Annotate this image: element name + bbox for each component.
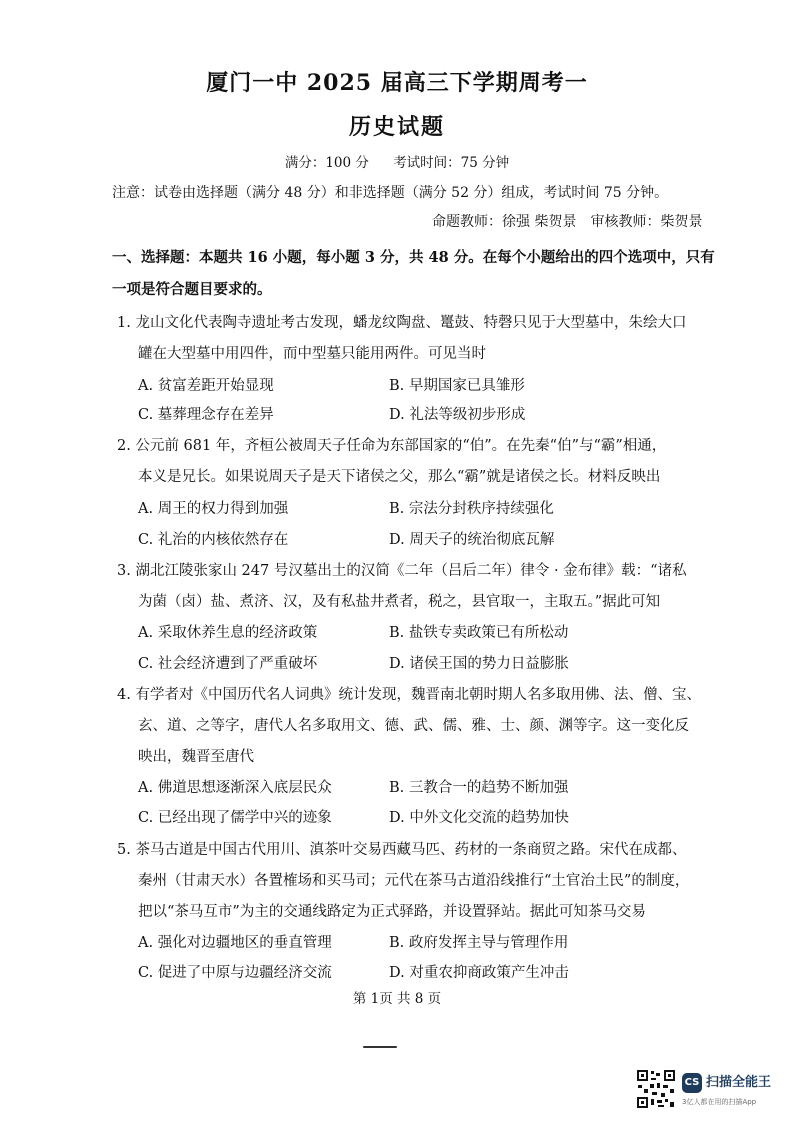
question-5-option-a: A. 强化对边疆地区的垂直管理: [138, 935, 332, 951]
question-1-option-b: B. 早期国家已具雏形: [389, 378, 525, 394]
question-4-line-3: 映出，魏晋至唐代: [138, 749, 254, 765]
question-3-option-a: A. 采取休养生息的经济政策: [138, 625, 318, 641]
question-2-option-c: C. 礼治的内核依然存在: [138, 532, 289, 548]
question-2-option-a: A. 周王的权力得到加强: [138, 501, 289, 517]
camscanner-name: 扫描全能王: [706, 1075, 772, 1090]
question-5-option-b: B. 政府发挥主导与管理作用: [389, 935, 569, 951]
question-5-line-3: 把以“茶马互市”为主的交通线路定为正式驿路，并设置驿站。据此可知茶马交易: [138, 904, 646, 920]
question-1-option-c: C. 墓葬理念存在差异: [138, 407, 274, 423]
question-4-line-2: 玄、道、之等字，唐代人名多取用文、德、武、儒、雅、士、颜、渊等字。这一变化反: [138, 718, 689, 734]
camscanner-tagline: 3亿人都在用的扫描App: [682, 1098, 757, 1106]
question-4-option-b: B. 三教合一的趋势不断加强: [389, 780, 569, 796]
question-3-option-d: D. 诸侯王国的势力日益膨胀: [389, 656, 569, 672]
question-3-line-2: 为菌（卤）盐、煮济、汉，及有私盐井煮者，税之，县官取一，主取五。”据此可知: [138, 594, 661, 610]
question-2-option-d: D. 周天子的统治彻底瓦解: [389, 532, 555, 548]
question-4-option-c: C. 已经出现了儒学中兴的迹象: [138, 810, 332, 826]
question-4-option-d: D. 中外文化交流的趋势加快: [389, 810, 569, 826]
question-5-option-c: C. 促进了中原与边疆经济交流: [138, 965, 332, 981]
question-5-line-2: 秦州（甘肃天水）各置榷场和买马司；元代在茶马古道沿线推行“土官治土民”的制度，: [138, 873, 690, 889]
question-5-line-1: 5. 茶马古道是中国古代用川、滇茶叶交易西藏马匹、药材的一条商贸之路。宋代在成都、: [117, 842, 687, 858]
question-2-line-1: 2. 公元前 681 年，齐桓公被周天子任命为东部国家的“伯”。在先秦“伯”与“霸”相通，: [117, 438, 667, 454]
teachers-info: 命题教师：徐强 柴贺景 审核教师：柴贺景: [432, 214, 703, 230]
exam-subtitle: 历史试题: [348, 114, 445, 140]
question-4-option-a: A. 佛道思想逐渐深入底层民众: [138, 780, 332, 796]
page-mark: [363, 1046, 397, 1048]
question-1-line-2: 罐在大型墓中用四件，而中型墓只能用两件。可见当时: [138, 346, 486, 362]
camscanner-logo-icon: CS: [682, 1073, 702, 1093]
qr-code-icon: [636, 1069, 676, 1109]
question-3-option-b: B. 盐铁专卖政策已有所松动: [389, 625, 569, 641]
question-1-line-1: 1. 龙山文化代表陶寺遗址考古发现，蟠龙纹陶盘、鼍鼓、特磬只见于大型墓中，朱绘大口: [117, 315, 687, 331]
time-info: 考试时间：75 分钟: [393, 155, 510, 171]
section-heading-line-2: 一项是符合题目要求的。: [112, 281, 272, 298]
question-1-option-a: A. 贫富差距开始显现: [138, 378, 274, 394]
question-2-line-2: 本义是兄长。如果说周天子是天下诸侯之父，那么“霸”就是诸侯之长。材料反映出: [138, 469, 661, 485]
question-1-option-d: D. 礼法等级初步形成: [389, 407, 526, 423]
question-3-line-1: 3. 湖北江陵张家山 247 号汉墓出土的汉简《二年（吕后二年）律令 · 金布律》载：“诸私: [117, 563, 687, 579]
section-heading-line-1: 一、选择题：本题共 16 小题，每小题 3 分，共 48 分。在每个小题给出的四个选项中，只有: [112, 249, 715, 266]
page-footer: 第 1页 共 8 页: [352, 991, 442, 1007]
notice: 注意：试卷由选择题（满分 48 分）和非选择题（满分 52 分）组成，考试时间 75 分钟。: [112, 185, 669, 201]
question-3-option-c: C. 社会经济遭到了严重破坏: [138, 656, 318, 672]
question-2-option-b: B. 宗法分封秩序持续强化: [389, 501, 554, 517]
question-5-option-d: D. 对重农抑商政策产生冲击: [389, 965, 569, 981]
exam-meta: [0, 151, 794, 171]
question-4-line-1: 4. 有学者对《中国历代名人词典》统计发现，魏晋南北朝时期人名多取用佛、法、僧、宝、: [117, 687, 701, 703]
score-info: 满分：100 分: [284, 155, 369, 171]
exam-title: 厦门一中 2025 届高三下学期周考一: [206, 70, 588, 96]
